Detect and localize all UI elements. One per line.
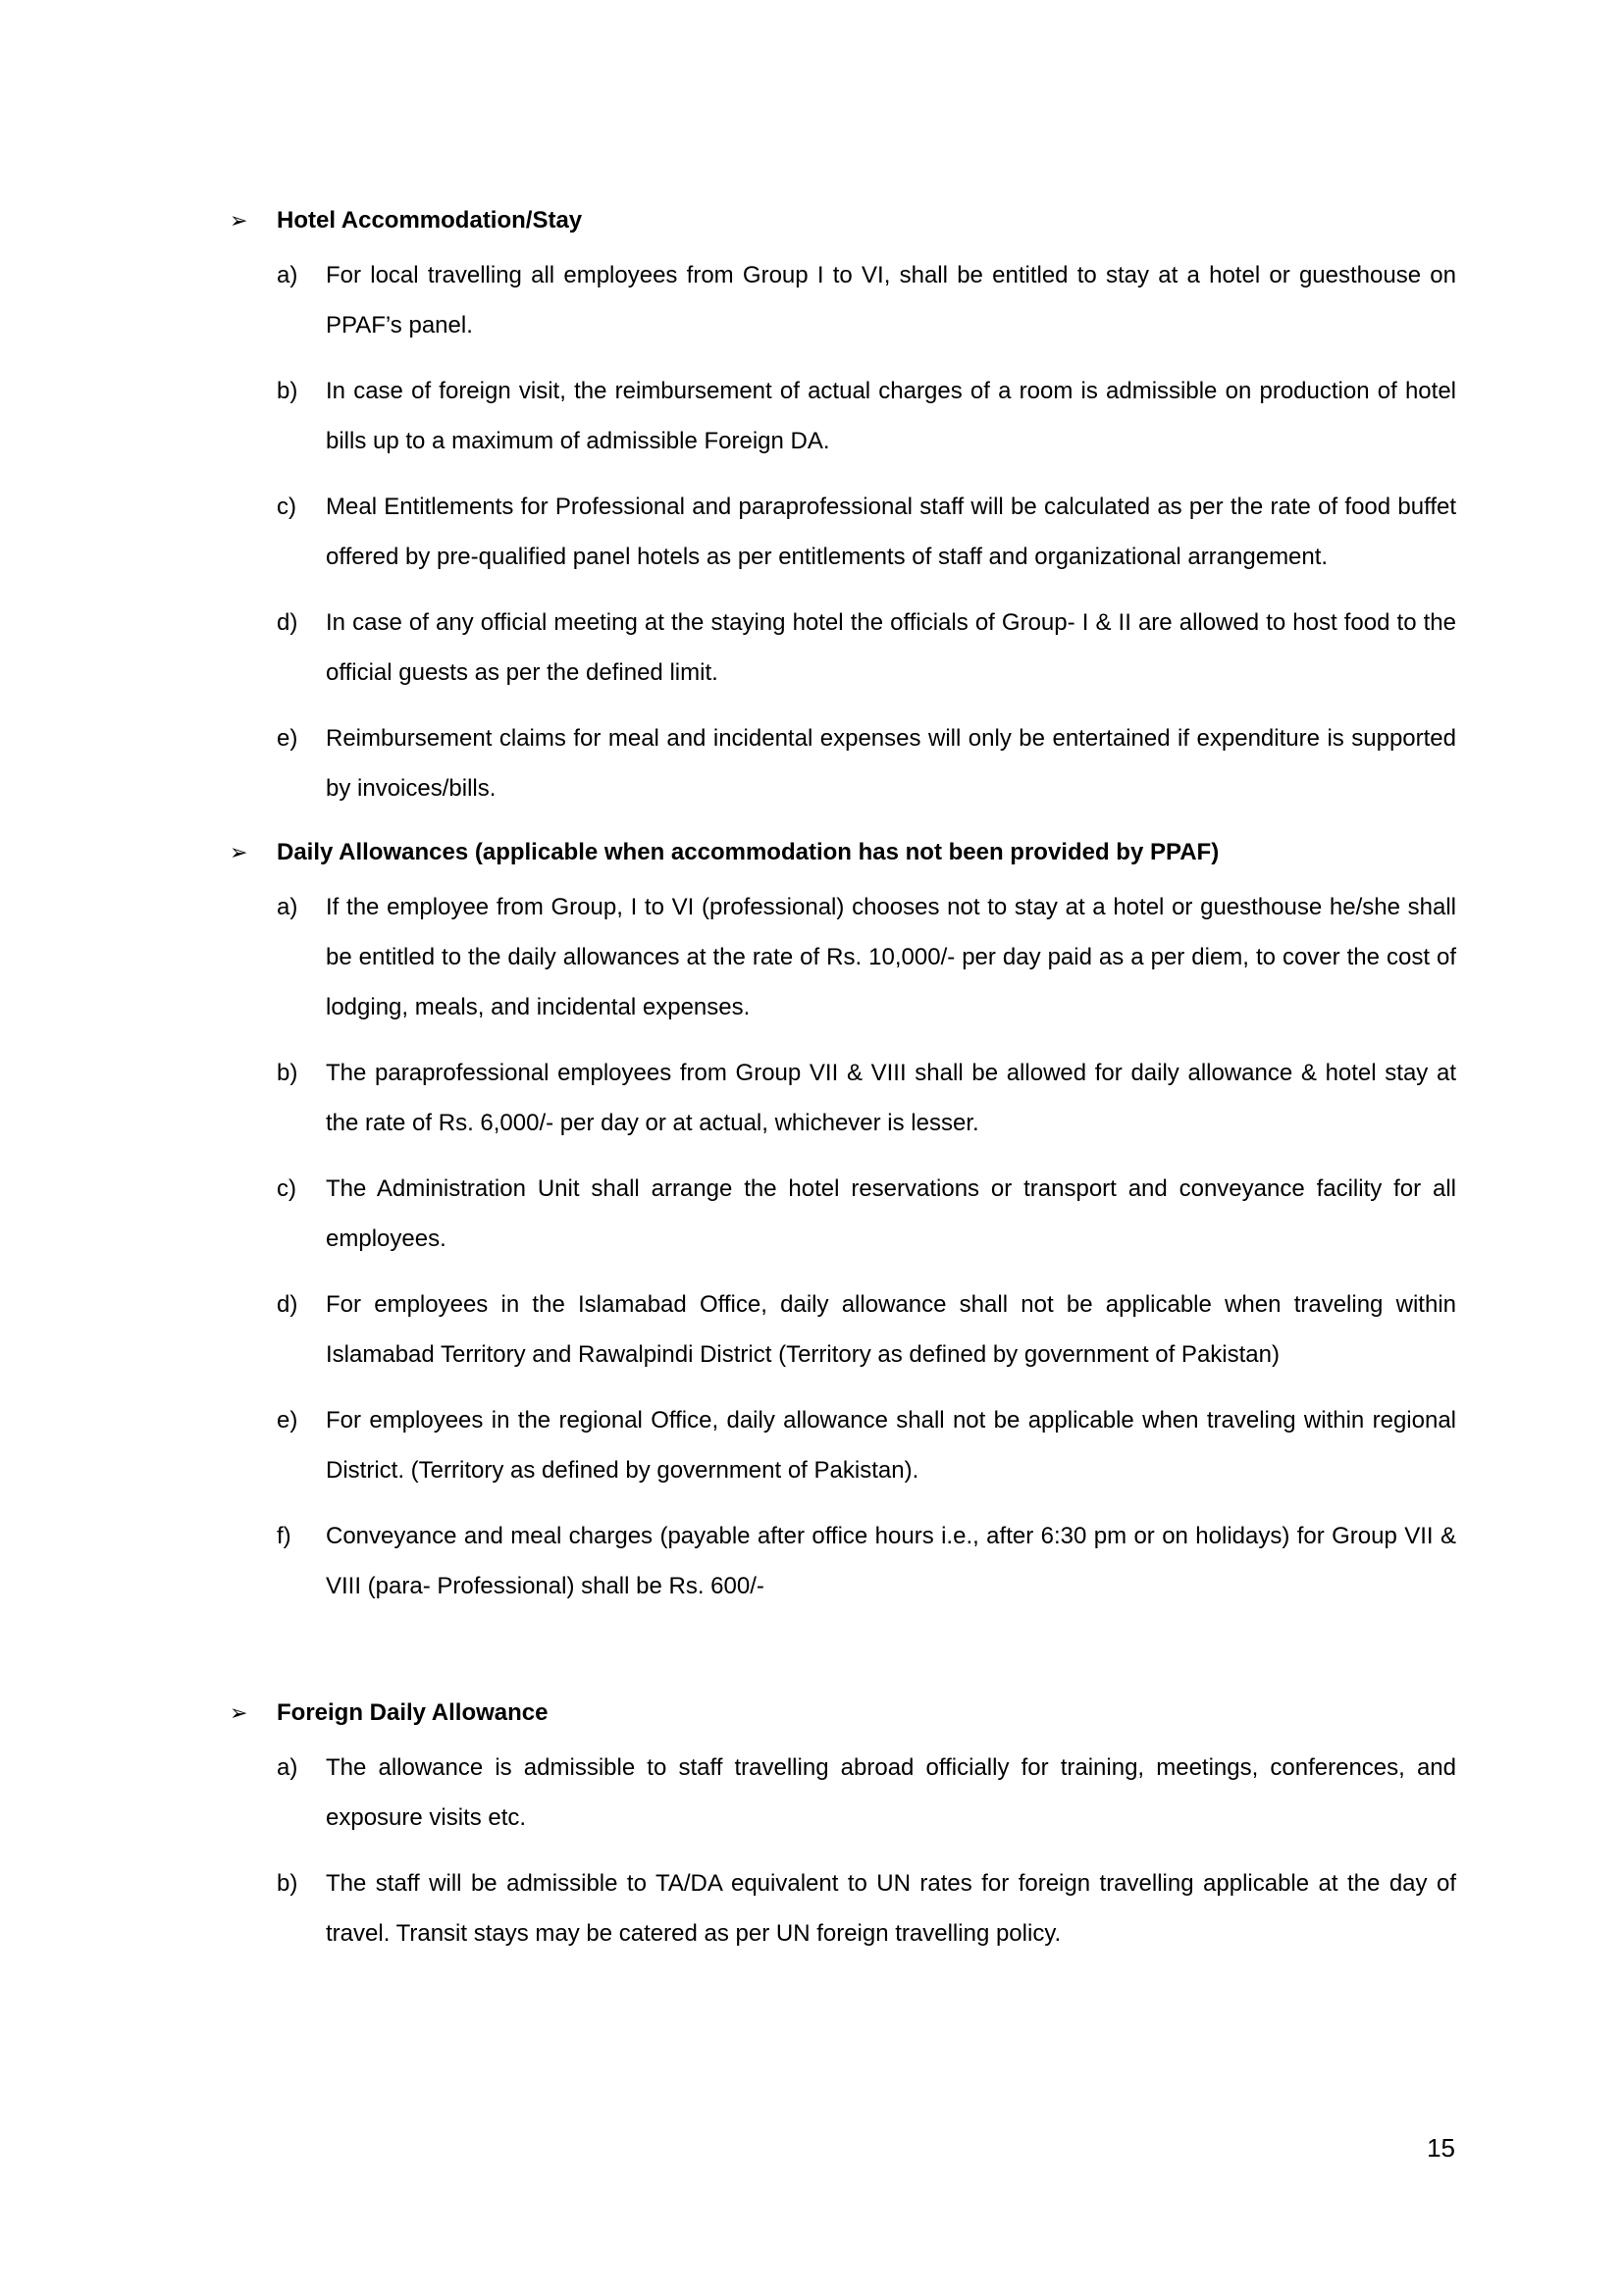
item-text: Conveyance and meal charges (payable after office hours i.e., after 6:30 pm or on holidays) for Group VII & VIII (para- Professional) shall be Rs. 600/-	[326, 1523, 1456, 1599]
item-text: In case of any official meeting at the staying hotel the officials of Group- I & II are allowed to host food to the official guests as per the defined limit.	[326, 609, 1456, 686]
item-marker: d)	[277, 609, 298, 636]
item-marker: a)	[277, 894, 298, 920]
list-item	[230, 1164, 1456, 1264]
section-heading-text: Foreign Daily Allowance	[277, 1699, 549, 1726]
item-text: Meal Entitlements for Professional and paraprofessional staff will be calculated as per the rate of food buffet offered by pre-qualified panel hotels as per entitlements of staff and organizational arrangement.	[326, 494, 1456, 570]
section-heading	[230, 201, 1456, 240]
item-marker: d)	[277, 1291, 298, 1318]
item-marker: b)	[277, 1870, 298, 1897]
item-text: In case of foreign visit, the reimbursement of actual charges of a room is admissible on production of hotel bills up to a maximum of admissible Foreign DA.	[326, 378, 1456, 454]
item-text: Reimbursement claims for meal and incidental expenses will only be entertained if expenditure is supported by invoices/bills.	[326, 725, 1456, 802]
list-item	[230, 1743, 1456, 1843]
item-marker: c)	[277, 494, 296, 520]
list-item	[230, 1048, 1456, 1148]
list-item	[230, 1511, 1456, 1611]
item-list	[230, 1743, 1456, 1958]
item-marker: a)	[277, 1754, 298, 1781]
item-marker: a)	[277, 262, 298, 288]
item-list	[230, 882, 1456, 1611]
item-text: The staff will be admissible to TA/DA equivalent to UN rates for foreign travelling applicable at the day of travel. Transit stays may be catered as per UN foreign travelling policy.	[326, 1870, 1456, 1947]
section-heading	[230, 833, 1456, 872]
list-item	[230, 882, 1456, 1032]
item-marker: b)	[277, 1060, 298, 1086]
section-foreign-daily-allowance	[230, 1694, 1456, 1958]
section-heading-text: Daily Allowances (applicable when accommodation has not been provided by PPAF)	[277, 839, 1220, 865]
item-text: For local travelling all employees from Group I to VI, shall be entitled to stay at a hotel or guesthouse on PPAF’s panel.	[326, 262, 1456, 339]
item-marker: e)	[277, 725, 298, 752]
section-daily-allowances	[230, 833, 1456, 1611]
item-text: The paraprofessional employees from Group VII & VIII shall be allowed for daily allowance & hotel stay at the rate of Rs. 6,000/- per day or at actual, whichever is lesser.	[326, 1060, 1456, 1136]
section-heading	[230, 1694, 1456, 1733]
item-text: The allowance is admissible to staff travelling abroad officially for training, meetings, conferences, and exposure visits etc.	[326, 1754, 1456, 1831]
item-text: The Administration Unit shall arrange the hotel reservations or transport and conveyance facility for all employees.	[326, 1175, 1456, 1252]
list-item	[230, 366, 1456, 466]
list-item	[230, 482, 1456, 582]
page-number: 15	[1427, 2133, 1455, 2163]
list-item	[230, 1858, 1456, 1958]
list-item	[230, 250, 1456, 350]
item-marker: c)	[277, 1175, 296, 1202]
item-text: For employees in the Islamabad Office, daily allowance shall not be applicable when traveling within Islamabad Territory and Rawalpindi District (Territory as defined by government of Pakistan)	[326, 1291, 1456, 1368]
list-item	[230, 1395, 1456, 1495]
section-heading-text: Hotel Accommodation/Stay	[277, 207, 583, 234]
list-item	[230, 598, 1456, 698]
page-content	[230, 201, 1456, 1958]
arrow-bullet-icon: ➢	[230, 840, 248, 864]
item-text: For employees in the regional Office, daily allowance shall not be applicable when traveling within regional District. (Territory as defined by government of Pakistan).	[326, 1407, 1456, 1484]
section-hotel-accommodation	[230, 201, 1456, 813]
list-item	[230, 1279, 1456, 1380]
arrow-bullet-icon: ➢	[230, 208, 248, 233]
item-marker: f)	[277, 1523, 291, 1549]
item-text: If the employee from Group, I to VI (professional) chooses not to stay at a hotel or guesthouse he/she shall be entitled to the daily allowances at the rate of Rs. 10,000/- per day paid as a per diem, to cover the cost of lodging, meals, and incidental expenses.	[326, 894, 1456, 1020]
arrow-bullet-icon: ➢	[230, 1700, 248, 1725]
list-item	[230, 713, 1456, 813]
item-marker: e)	[277, 1407, 298, 1434]
item-marker: b)	[277, 378, 298, 404]
item-list	[230, 250, 1456, 813]
